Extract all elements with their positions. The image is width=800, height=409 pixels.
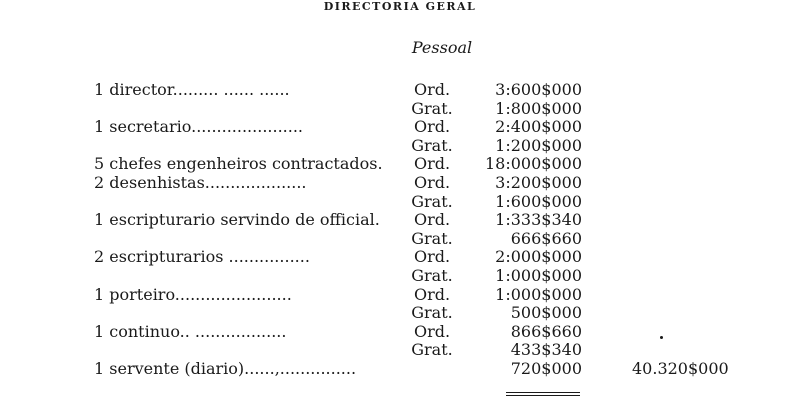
table-row <box>0 340 800 359</box>
row-kind: Ord. <box>413 154 451 174</box>
row-description: 1 secretario...................... <box>94 117 303 137</box>
row-description: 1 porteiro....................... <box>94 284 292 304</box>
row-amount: 3:600$000 <box>495 80 582 99</box>
table-row <box>0 359 800 378</box>
row-kind: Ord. <box>413 80 451 99</box>
print-speck <box>660 336 663 339</box>
table-row <box>0 154 800 173</box>
section-header: DIRECTORIA GERAL <box>323 0 477 13</box>
row-kind: Grat. <box>411 228 453 248</box>
table-row <box>0 192 800 211</box>
table-row <box>0 303 800 322</box>
table-row <box>0 266 800 285</box>
row-total: 40.320$000 <box>632 359 729 378</box>
row-amount: 433$340 <box>510 340 582 360</box>
row-kind: Ord. <box>413 173 451 192</box>
table-row <box>0 80 800 99</box>
row-kind: Grat. <box>411 191 453 211</box>
row-kind: Ord. <box>413 321 451 341</box>
table-row <box>0 136 800 155</box>
row-description: 1 escripturario servindo de official. <box>94 210 380 230</box>
row-amount: 1:200$000 <box>495 135 582 155</box>
row-amount: 500$000 <box>510 303 582 323</box>
table-row <box>0 247 800 266</box>
row-amount: 1:600$000 <box>495 191 582 211</box>
table-row <box>0 173 800 192</box>
row-kind: Grat. <box>411 303 453 323</box>
row-kind: Ord. <box>413 284 451 304</box>
row-amount: 2:400$000 <box>495 117 582 137</box>
row-amount: 18:000$000 <box>484 154 582 174</box>
row-description: 1 servente (diario)......,............... <box>94 359 357 378</box>
row-amount: 666$660 <box>510 228 582 248</box>
table-row <box>0 99 800 118</box>
table-row <box>0 117 800 136</box>
row-kind: Grat. <box>411 266 453 285</box>
row-kind: Grat. <box>411 340 453 360</box>
row-kind: Ord. <box>413 210 451 230</box>
row-amount: 3:200$000 <box>495 173 582 192</box>
row-description: 5 chefes engenheiros contractados. <box>94 154 383 174</box>
row-kind: Grat. <box>411 135 453 155</box>
sum-rule-bottom <box>506 395 580 396</box>
row-description: 1 director......... ...... ...... <box>94 80 290 99</box>
row-kind: Ord. <box>413 247 451 267</box>
row-amount: 1:800$000 <box>495 98 582 118</box>
table-row <box>0 285 800 304</box>
row-amount: 1:333$340 <box>495 210 582 230</box>
row-kind: Ord. <box>413 117 451 137</box>
table-row <box>0 322 800 341</box>
row-amount: 2:000$000 <box>495 247 582 267</box>
table-row <box>0 210 800 229</box>
row-amount: 1:000$000 <box>495 284 582 304</box>
row-description: 1 continuo.. .................. <box>94 321 287 341</box>
row-description: 2 desenhistas.................... <box>94 173 307 192</box>
row-amount: 866$660 <box>510 321 582 341</box>
section-subtitle: Pessoal <box>411 38 473 57</box>
row-kind: Grat. <box>411 98 453 118</box>
sum-rule-top <box>506 392 580 393</box>
row-amount: 1:000$000 <box>495 266 582 285</box>
row-description: 2 escripturarios ................ <box>94 247 310 267</box>
row-amount: 720$000 <box>510 359 582 378</box>
table-row <box>0 229 800 248</box>
